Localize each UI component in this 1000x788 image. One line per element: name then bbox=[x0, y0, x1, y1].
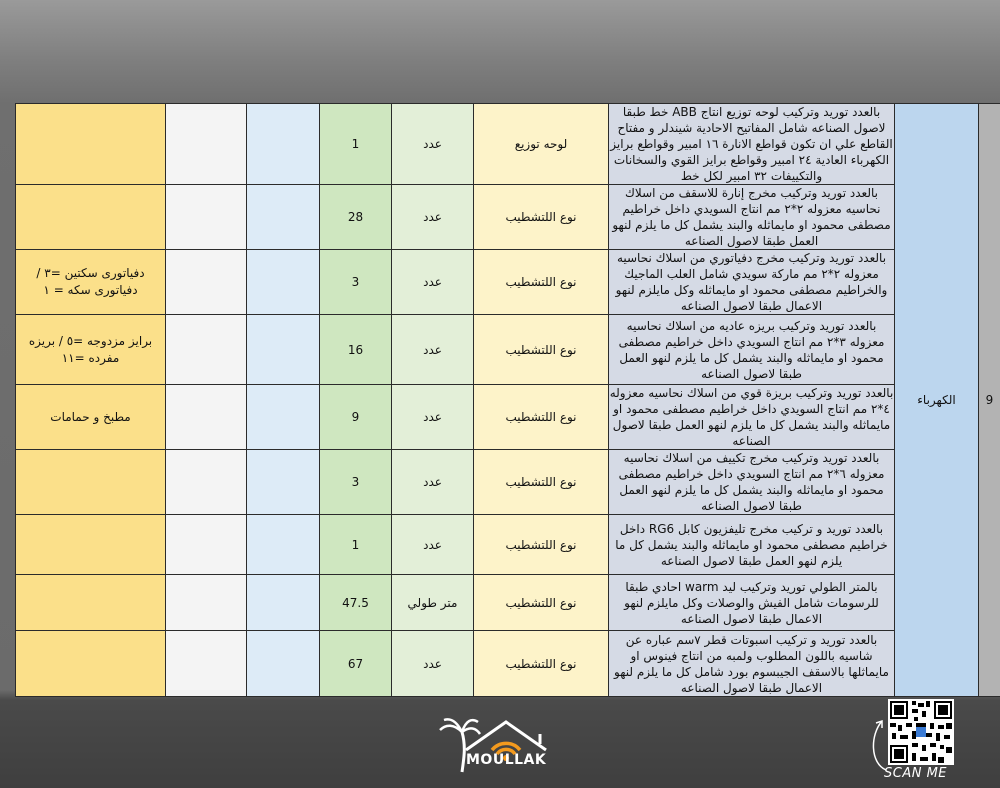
finish-type-cell: نوع اللتشطيب bbox=[474, 185, 609, 250]
unit-price-cell bbox=[247, 450, 320, 515]
quantity-cell: 28 bbox=[320, 185, 392, 250]
total-cell bbox=[166, 450, 247, 515]
table-row bbox=[16, 515, 1000, 575]
unit-price-cell bbox=[247, 631, 320, 697]
quantity-cell: 47.5 bbox=[320, 575, 392, 631]
unit-price-cell bbox=[247, 104, 320, 185]
unit-cell: عدد bbox=[392, 631, 474, 697]
unit-price-cell bbox=[247, 385, 320, 450]
finish-type-cell: نوع اللتشطيب bbox=[474, 631, 609, 697]
brand-name: MOULLAK bbox=[466, 752, 547, 768]
unit-price-cell bbox=[247, 315, 320, 385]
table-row bbox=[16, 631, 1000, 697]
notes-cell: برايز مزدوجه =٥ / بريزه مفرده =١١ bbox=[16, 315, 166, 385]
notes-cell bbox=[16, 575, 166, 631]
total-cell bbox=[166, 104, 247, 185]
boq-table bbox=[15, 103, 1000, 697]
finish-type-cell: نوع اللتشطيب bbox=[474, 250, 609, 315]
description-cell: بالعدد توريد وتركيب مخرج دفياتوري من اسلاك نحاسيه معزوله ٢*٢ مم ماركة سويدي شامل العلب الماجيك والخراطيم مصطفى محمود او مايماثله وكل مايلزم لنهو الاعمال طبقا لاصول الصناعه bbox=[609, 250, 895, 315]
unit-cell: عدد bbox=[392, 104, 474, 185]
finish-type-cell: لوحه توزيع bbox=[474, 104, 609, 185]
unit-price-cell bbox=[247, 185, 320, 250]
table-row bbox=[16, 575, 1000, 631]
unit-cell: عدد bbox=[392, 385, 474, 450]
total-cell bbox=[166, 575, 247, 631]
unit-cell: عدد bbox=[392, 450, 474, 515]
quantity-cell: 16 bbox=[320, 315, 392, 385]
unit-cell: عدد bbox=[392, 315, 474, 385]
total-cell bbox=[166, 185, 247, 250]
total-cell bbox=[166, 631, 247, 697]
description-cell: بالعدد توريد وتركيب بريزة قوي من اسلاك نحاسيه معزوله ٤*٢ مم انتاج السويدي داخل خراطيم مصطفى محمود او مايماثله والبند يشمل كل ما يلزم لنهو العمل طبقا لاصول الصناعه bbox=[609, 386, 894, 448]
scan-me-label: SCAN ME bbox=[884, 766, 948, 781]
unit-cell: عدد bbox=[392, 185, 474, 250]
finish-type-cell: نوع اللتشطيب bbox=[474, 575, 609, 631]
unit-price-cell bbox=[247, 250, 320, 315]
notes-cell bbox=[16, 450, 166, 515]
finish-type-cell: نوع اللتشطيب bbox=[474, 315, 609, 385]
description-cell: بالعدد توريد وتركيب مخرج إنارة للاسقف من اسلاك نحاسيه معزوله ٢*٢ مم انتاج السويدي داخل خراطيم مصطفى محمود او مايماثله والبند يشمل كل ما يلزم لنهو العمل طبقا لاصول الصناعه bbox=[609, 185, 895, 250]
boq-table-body bbox=[16, 104, 1000, 697]
table-row bbox=[16, 450, 1000, 515]
total-cell bbox=[166, 250, 247, 315]
table-row bbox=[16, 385, 1000, 450]
total-cell bbox=[166, 385, 247, 450]
notes-cell bbox=[16, 104, 166, 185]
table-row bbox=[16, 104, 1000, 185]
qr-code-icon[interactable] bbox=[888, 699, 954, 765]
quantity-cell: 1 bbox=[320, 104, 392, 185]
unit-price-cell bbox=[247, 575, 320, 631]
notes-cell: مطبخ و حمامات bbox=[16, 385, 166, 450]
table-row bbox=[16, 315, 1000, 385]
notes-cell: دفياتورى سكتين =٣ / دفياتورى سكه = ١ bbox=[16, 250, 166, 315]
unit-cell: متر طولي bbox=[392, 575, 474, 631]
table-row bbox=[16, 185, 1000, 250]
total-cell bbox=[166, 515, 247, 575]
notes-cell bbox=[16, 185, 166, 250]
unit-cell: عدد bbox=[392, 515, 474, 575]
category-cell: الكهرباء bbox=[895, 104, 979, 697]
quantity-cell: 9 bbox=[320, 385, 392, 450]
palm-house-logo-icon bbox=[436, 710, 566, 780]
quantity-cell: 3 bbox=[320, 250, 392, 315]
description-cell: بالعدد توريد و تركيب مخرج تليفزيون كابل RG6 داخل خراطيم مصطفى محمود او مايماثله والبند يشمل كل ما يلزم لنهو العمل طبقا لاصول الصناعه bbox=[609, 515, 895, 575]
quantity-cell: 3 bbox=[320, 450, 392, 515]
quantity-cell: 1 bbox=[320, 515, 392, 575]
notes-cell bbox=[16, 631, 166, 697]
description-cell: بالعدد توريد وتركيب بريزه عاديه من اسلاك نحاسيه معزوله ٣*٢ مم انتاج السويدي داخل خراطيم مصطفى محمود او مايماثله والبند يشمل كل ما يلزم لنهو العمل طبقا لاصول الصناعه bbox=[609, 315, 895, 385]
unit-cell: عدد bbox=[392, 250, 474, 315]
description-cell: بالمتر الطولي توريد وتركيب ليد warm احادي طبقا للرسومات شامل الفيش والوصلات وكل مايلزم لنهو الاعمال طبقا لاصول الصناعه bbox=[609, 575, 895, 631]
description-cell: بالعدد توريد وتركيب لوحه توزيع انتاج ABB خط طبقا لاصول الصناعه شامل المفاتيح الاحادية شيندلر و مفتاح القاطع علي ان تكون قواطع الانارة ١٦ امبير وقواطع برايز الكهرباء العادية ٢٤ امبير وقواطع برايز القوي والسخانات والتكييفات ٣٢ امبير لكل خط bbox=[610, 105, 893, 183]
description-cell: بالعدد توريد وتركيب مخرج تكييف من اسلاك نحاسيه معزوله ٦*٢ مم انتاج السويدي داخل خراطيم مصطفى محمود او مايماثله والبند يشمل كل ما يلزم لنهو العمل طبقا لاصول الصناعه bbox=[609, 450, 895, 515]
finish-type-cell: نوع اللتشطيب bbox=[474, 450, 609, 515]
table-row bbox=[16, 250, 1000, 315]
quantity-cell: 67 bbox=[320, 631, 392, 697]
item-number-cell: 9 bbox=[979, 104, 1000, 697]
finish-type-cell: نوع اللتشطيب bbox=[474, 515, 609, 575]
notes-cell bbox=[16, 515, 166, 575]
total-cell bbox=[166, 315, 247, 385]
description-cell: بالعدد توريد و تركيب اسبوتات قطر ٧سم عباره عن شاسيه باللون المطلوب ولمبه من انتاج فينوس او مايماثلها بالاسقف الجيبسوم بورد شامل كل ما يلزم لنهو الاعمال طبقا لاصول الصناعه bbox=[609, 631, 895, 697]
unit-price-cell bbox=[247, 515, 320, 575]
finish-type-cell: نوع اللتشطيب bbox=[474, 385, 609, 450]
